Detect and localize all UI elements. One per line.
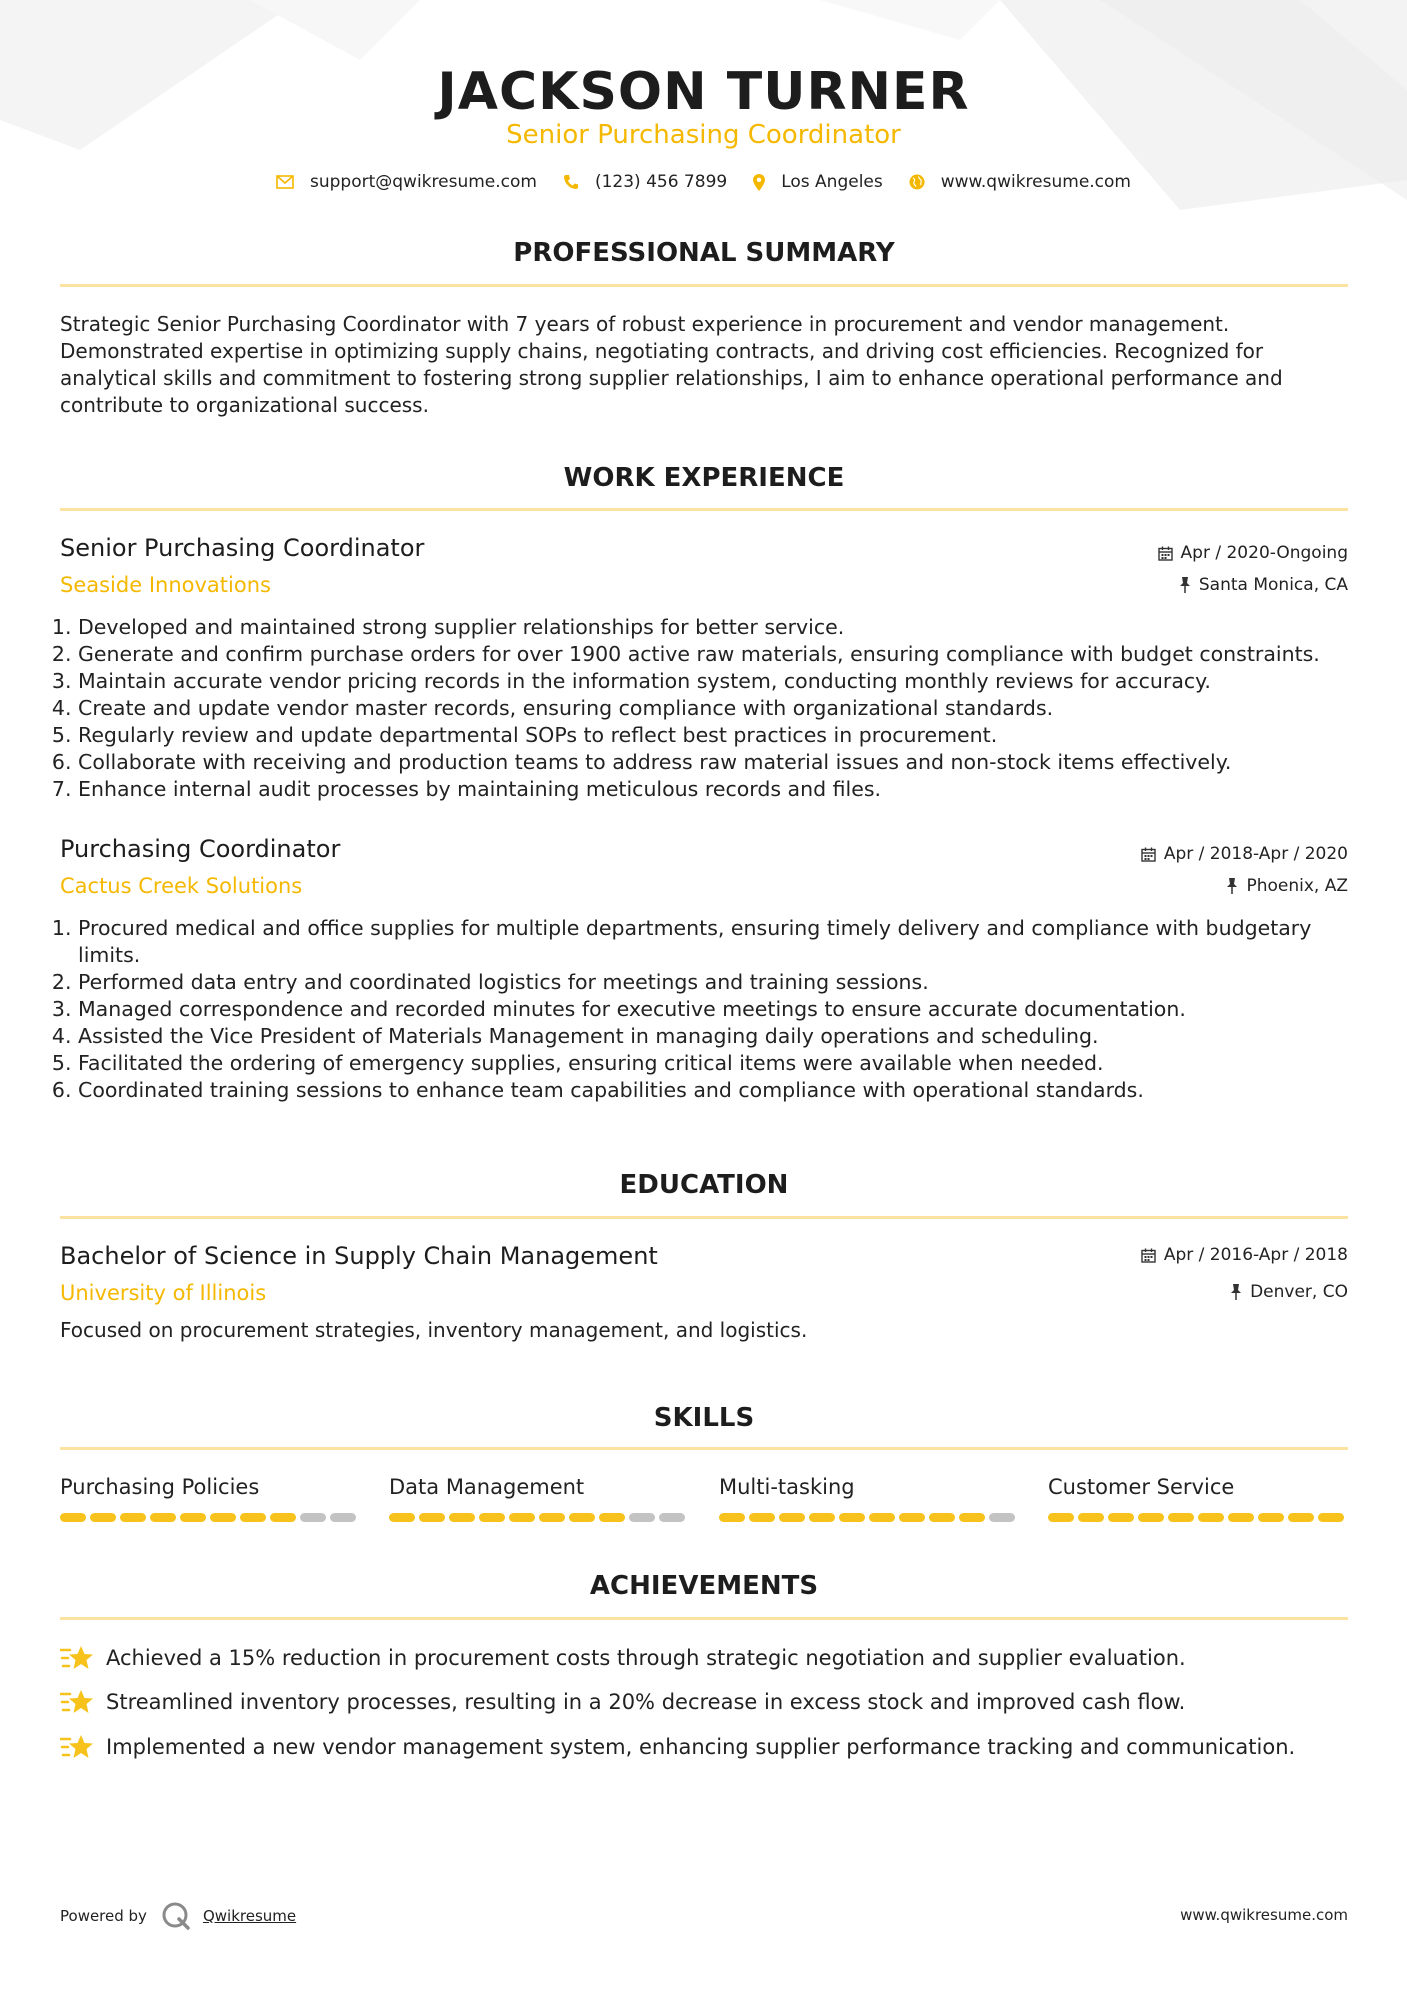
job-location	[1226, 876, 1348, 896]
skill-segment-empty	[629, 1513, 655, 1522]
website-text: www.qwikresume.com	[940, 172, 1131, 192]
skill-segment-filled	[60, 1513, 86, 1522]
pushpin-icon	[1179, 577, 1191, 593]
job-dates-text: Apr / 2020-Ongoing	[1180, 543, 1348, 563]
skill-item	[1048, 1475, 1348, 1522]
contact-website[interactable]	[909, 172, 1131, 192]
skill-segment-filled	[719, 1513, 745, 1522]
skill-item	[60, 1475, 360, 1522]
list-item: 3. Managed correspondence and recorded minutes for executive meetings to ensure accurate documentation.	[78, 996, 1378, 1023]
list-item: 2. Performed data entry and coordinated logistics for meetings and training sessions.	[78, 969, 1378, 996]
contact-email[interactable]	[276, 172, 537, 192]
calendar-icon	[1141, 847, 1156, 862]
skill-segment-filled	[180, 1513, 206, 1522]
star-icon	[60, 1733, 94, 1761]
footer-powered-by	[60, 1901, 296, 1931]
job-dates	[1158, 543, 1348, 563]
experience-heading: WORK EXPERIENCE	[563, 463, 845, 493]
skill-segment-filled	[749, 1513, 775, 1522]
email-text: support@qwikresume.com	[310, 172, 537, 192]
skill-segment-filled	[1228, 1513, 1254, 1522]
skill-segment-filled	[1108, 1513, 1134, 1522]
skill-segment-filled	[959, 1513, 985, 1522]
qwikresume-logo-icon	[161, 1901, 191, 1931]
candidate-title: Senior Purchasing Coordinator	[506, 120, 901, 150]
skill-segment-filled	[599, 1513, 625, 1522]
skill-segment-empty	[300, 1513, 326, 1522]
job-title: Purchasing Coordinator	[60, 835, 341, 863]
job-company: Seaside Innovations	[60, 573, 271, 597]
skill-segment-filled	[90, 1513, 116, 1522]
job-location-text: Santa Monica, CA	[1198, 575, 1348, 595]
skill-segment-filled	[389, 1513, 415, 1522]
globe-icon	[909, 174, 925, 190]
education-dates	[1141, 1245, 1348, 1265]
education-description: Focused on procurement strategies, inventory management, and logistics.	[60, 1318, 808, 1342]
job-dates	[1141, 844, 1348, 864]
skill-rating-bar	[60, 1513, 360, 1522]
list-item: 4. Create and update vendor master records, ensuring compliance with organizational standards.	[78, 695, 1378, 722]
phone-icon	[563, 174, 579, 190]
education-location-text: Denver, CO	[1250, 1282, 1348, 1302]
skill-segment-filled	[1288, 1513, 1314, 1522]
skill-segment-empty	[659, 1513, 685, 1522]
powered-by-label: Powered by	[60, 1907, 147, 1925]
achievements-divider	[60, 1617, 1348, 1620]
summary-divider	[60, 284, 1348, 287]
list-item: 6. Collaborate with receiving and production teams to address raw material issues and non-stock items effectively.	[78, 749, 1378, 776]
skill-segment-filled	[449, 1513, 475, 1522]
skill-segment-filled	[899, 1513, 925, 1522]
skill-segment-filled	[479, 1513, 505, 1522]
achievement-item	[60, 1733, 1295, 1761]
email-icon	[276, 175, 294, 189]
job-bullet-list	[38, 915, 1378, 1104]
contact-location	[753, 172, 883, 192]
achievement-item	[60, 1688, 1185, 1716]
qwikresume-link[interactable]: Qwikresume	[202, 1907, 297, 1925]
skill-segment-filled	[120, 1513, 146, 1522]
skill-name: Data Management	[389, 1475, 585, 1499]
skill-rating-bar	[719, 1513, 1019, 1522]
experience-divider	[60, 508, 1348, 511]
skill-segment-filled	[929, 1513, 955, 1522]
job-location	[1179, 575, 1348, 595]
location-text: Los Angeles	[781, 172, 883, 192]
list-item: 6. Coordinated training sessions to enhance team capabilities and compliance with operational standards.	[78, 1077, 1378, 1104]
achievements-heading: ACHIEVEMENTS	[589, 1571, 819, 1601]
summary-heading: PROFESSIONAL SUMMARY	[513, 238, 895, 268]
job-company: Cactus Creek Solutions	[60, 874, 303, 898]
education-dates-text: Apr / 2016-Apr / 2018	[1163, 1245, 1348, 1265]
achievement-text: Implemented a new vendor management system, enhancing supplier performance tracking and communication.	[106, 1735, 1296, 1759]
education-divider	[60, 1216, 1348, 1219]
pushpin-icon	[1230, 1284, 1242, 1300]
list-item: 5. Facilitated the ordering of emergency supplies, ensuring critical items were available when needed.	[78, 1050, 1378, 1077]
contact-phone[interactable]	[563, 172, 727, 192]
star-icon	[60, 1644, 94, 1672]
skill-segment-empty	[989, 1513, 1015, 1522]
calendar-icon	[1158, 546, 1173, 561]
skill-segment-empty	[330, 1513, 356, 1522]
list-item: 7. Enhance internal audit processes by maintaining meticulous records and files.	[78, 776, 1378, 803]
achievement-text: Achieved a 15% reduction in procurement costs through strategic negotiation and supplier evaluation.	[106, 1646, 1186, 1670]
skill-segment-filled	[839, 1513, 865, 1522]
star-icon	[60, 1688, 94, 1716]
job-location-text: Phoenix, AZ	[1246, 876, 1348, 896]
skill-segment-filled	[1198, 1513, 1224, 1522]
achievement-text: Streamlined inventory processes, resulting in a 20% decrease in excess stock and improved cash flow.	[106, 1690, 1186, 1714]
achievement-item	[60, 1644, 1186, 1672]
skill-segment-filled	[1138, 1513, 1164, 1522]
education-heading: EDUCATION	[619, 1170, 789, 1200]
footer-website[interactable]: www.qwikresume.com	[1180, 1906, 1348, 1924]
list-item: 2. Generate and confirm purchase orders for over 1900 active raw materials, ensuring compliance with budget constraints.	[78, 641, 1378, 668]
skill-segment-filled	[509, 1513, 535, 1522]
skill-segment-filled	[1078, 1513, 1104, 1522]
list-item: 4. Assisted the Vice President of Materials Management in managing daily operations and scheduling.	[78, 1023, 1378, 1050]
skill-segment-filled	[779, 1513, 805, 1522]
list-item: 3. Maintain accurate vendor pricing records in the information system, conducting monthly reviews for accuracy.	[78, 668, 1378, 695]
skill-segment-filled	[240, 1513, 266, 1522]
list-item: 1. Procured medical and office supplies for multiple departments, ensuring timely delivery and compliance with budgetary limits.	[78, 915, 1378, 969]
skill-item	[719, 1475, 1019, 1522]
skill-segment-filled	[539, 1513, 565, 1522]
job-dates-text: Apr / 2018-Apr / 2020	[1163, 844, 1348, 864]
degree-title: Bachelor of Science in Supply Chain Management	[60, 1242, 658, 1270]
pushpin-icon	[1226, 878, 1238, 894]
skill-rating-bar	[389, 1513, 689, 1522]
skills-heading: SKILLS	[653, 1403, 755, 1433]
skill-segment-filled	[1048, 1513, 1074, 1522]
skill-item	[389, 1475, 689, 1522]
skill-segment-filled	[569, 1513, 595, 1522]
list-item: 5. Regularly review and update departmental SOPs to reflect best practices in procurement.	[78, 722, 1378, 749]
skill-segment-filled	[419, 1513, 445, 1522]
calendar-icon	[1141, 1248, 1156, 1263]
skill-name: Customer Service	[1048, 1475, 1235, 1499]
education-location	[1230, 1282, 1348, 1302]
skill-segment-filled	[1168, 1513, 1194, 1522]
list-item: 1. Developed and maintained strong supplier relationships for better service.	[78, 614, 1378, 641]
skills-divider	[60, 1447, 1348, 1450]
job-title: Senior Purchasing Coordinator	[60, 534, 425, 562]
contact-bar	[0, 172, 1407, 192]
skill-segment-filled	[150, 1513, 176, 1522]
skill-segment-filled	[1258, 1513, 1284, 1522]
skill-name: Purchasing Policies	[60, 1475, 260, 1499]
skill-rating-bar	[1048, 1513, 1348, 1522]
skill-segment-filled	[869, 1513, 895, 1522]
skill-name: Multi-tasking	[719, 1475, 855, 1499]
skill-segment-filled	[210, 1513, 236, 1522]
phone-text: (123) 456 7899	[594, 172, 728, 192]
skill-segment-filled	[1318, 1513, 1344, 1522]
skill-segment-filled	[270, 1513, 296, 1522]
skill-segment-filled	[809, 1513, 835, 1522]
summary-text: Strategic Senior Purchasing Coordinator with 7 years of robust experience in procurement and vendor management. Demonstrated expertise in optimizing supply chains, negotiating contracts, and driving cost efficiencies. Recognized for analytical skills and commitment to fostering strong supplier relationships, I aim to enhance operational performance and contribute to organizational success.	[60, 312, 1283, 417]
school-name: University of Illinois	[60, 1281, 267, 1305]
job-bullet-list	[38, 614, 1378, 803]
location-pin-icon	[753, 174, 765, 191]
candidate-name: JACKSON TURNER	[437, 62, 970, 122]
